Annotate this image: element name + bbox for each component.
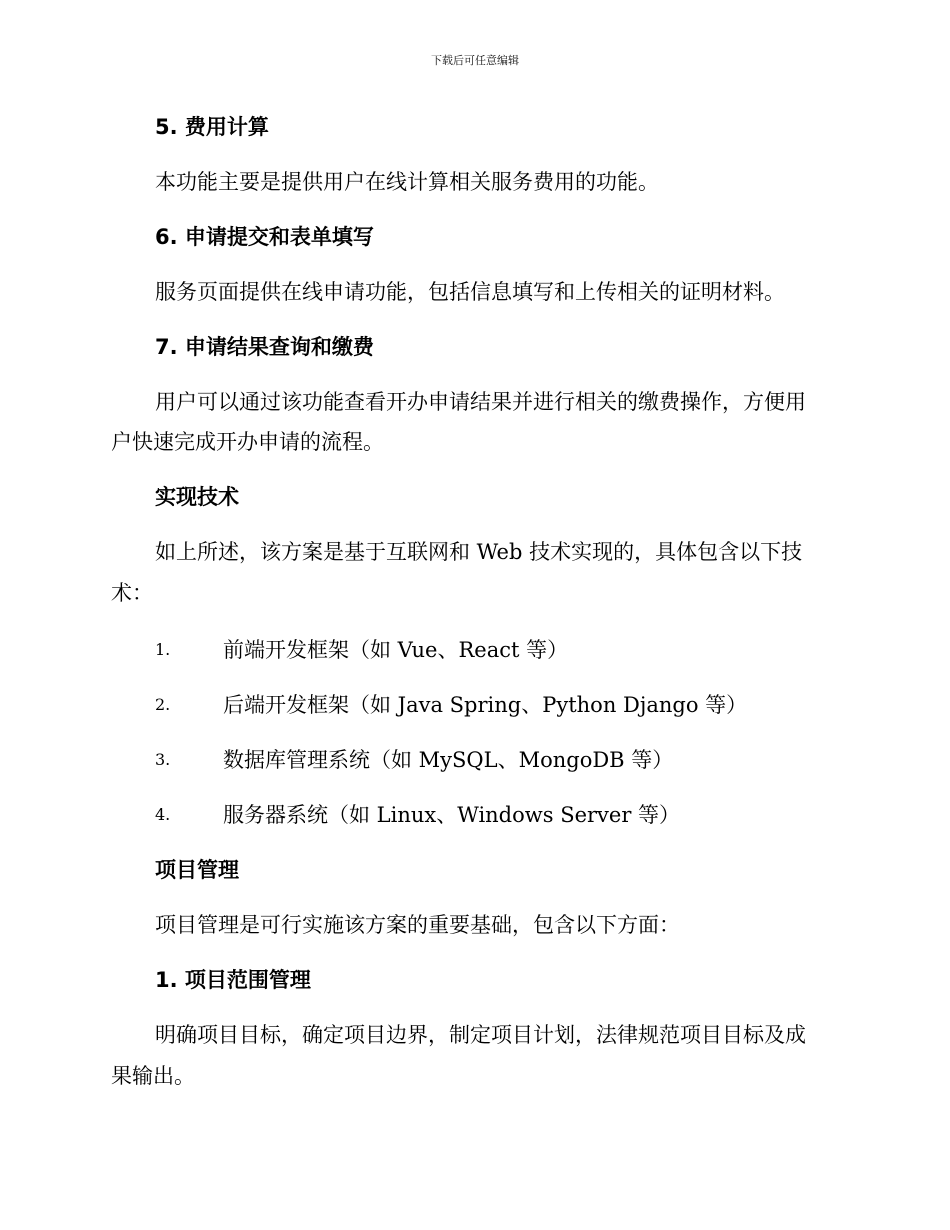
list-item-number: 1. xyxy=(155,640,171,659)
paragraph-fee: 本功能主要是提供用户在线计算相关服务费用的功能。 xyxy=(155,170,659,194)
list-item-number: 4. xyxy=(155,805,171,824)
paragraph-tech-line2: 术： xyxy=(111,581,153,605)
paragraph-apply: 服务页面提供在线申请功能，包括信息填写和上传相关的证明材料。 xyxy=(155,280,785,304)
paragraph-scope-line1: 明确项目目标，确定项目边界，制定项目计划，法律规范项目目标及成 xyxy=(155,1023,806,1047)
list-item-number: 3. xyxy=(155,750,171,769)
list-item-text: 后端开发框架（如 Java Spring、Python Django 等） xyxy=(223,693,748,717)
paragraph-tech-line1: 如上所述，该方案是基于互联网和 Web 技术实现的，具体包含以下技 xyxy=(155,540,803,564)
page-header: 下载后可任意编辑 xyxy=(431,54,519,67)
section-heading-result: 7. 申请结果查询和缴费 xyxy=(155,335,374,359)
paragraph-scope-line2: 果输出。 xyxy=(111,1064,195,1088)
paragraph-result-line2: 户快速完成开办申请的流程。 xyxy=(111,430,384,454)
list-item-text: 数据库管理系统（如 MySQL、MongoDB 等） xyxy=(223,748,674,772)
section-heading-apply: 6. 申请提交和表单填写 xyxy=(155,225,374,249)
list-item-text: 服务器系统（如 Linux、Windows Server 等） xyxy=(223,803,681,827)
list-item-number: 2. xyxy=(155,695,171,714)
section-heading-fee: 5. 费用计算 xyxy=(155,115,269,139)
section-heading-tech: 实现技术 xyxy=(155,485,239,509)
list-item-text: 前端开发框架（如 Vue、React 等） xyxy=(223,638,569,662)
paragraph-pm: 项目管理是可行实施该方案的重要基础，包含以下方面： xyxy=(155,913,680,937)
paragraph-result-line1: 用户可以通过该功能查看开办申请结果并进行相关的缴费操作，方便用 xyxy=(155,390,806,414)
section-heading-scope: 1. 项目范围管理 xyxy=(155,968,311,992)
section-heading-pm: 项目管理 xyxy=(155,858,239,882)
